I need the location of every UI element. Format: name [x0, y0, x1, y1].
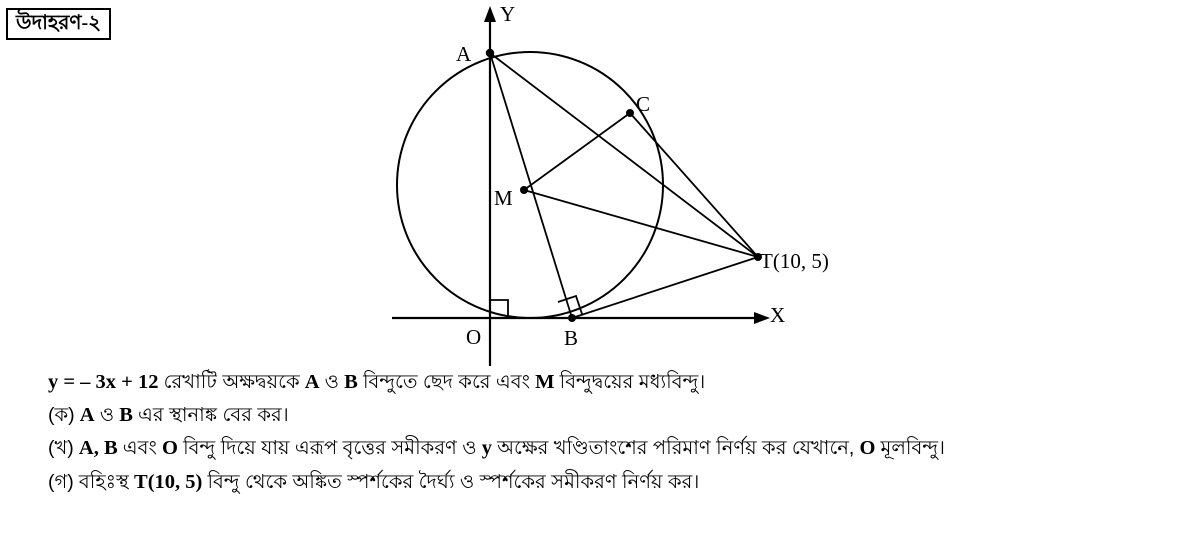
problem-statement	[48, 366, 1168, 399]
point-b-dot	[568, 314, 576, 322]
question-kha-text-3: মূলবিন্দু।	[880, 437, 945, 460]
point-m-dot	[520, 186, 528, 194]
point-c-dot	[626, 109, 634, 117]
question-kha-math-3: y	[481, 437, 492, 460]
question-kha-text-2: অক্ষের খণ্ডিতাংশের পরিমাণ নির্ণয় কর যেখানে,	[497, 437, 855, 460]
question-ka-math-2: B	[119, 404, 133, 427]
question-ka-mid-1: ও	[99, 404, 115, 427]
question-item-ga	[48, 466, 1168, 499]
segment-m-c	[524, 113, 630, 190]
geometry-figure	[160, 0, 829, 372]
label-point-c: C	[636, 92, 651, 116]
questions-block	[48, 366, 1168, 499]
label-origin: O	[466, 325, 482, 349]
segment-b-t	[572, 257, 758, 318]
statement-conj-1: ও	[324, 371, 340, 393]
example-badge: উদাহরণ-২	[6, 8, 111, 40]
question-kha-text-1: বিন্দু দিয়ে যায় এরূপ বৃত্তের সমীকরণ ও	[183, 437, 477, 460]
label-x-axis: X	[770, 303, 786, 327]
segment-c-t	[630, 113, 758, 257]
question-kha-mid-1: এবং	[122, 437, 157, 460]
statement-equation: y = – 3x + 12	[48, 371, 159, 393]
question-ga-text-2: বিন্দু থেকে অঙ্কিত স্পর্শকের দৈর্ঘ্য ও স্পর্শকের সমীকরণ নির্ণয় কর।	[207, 470, 700, 493]
question-ga-text-1: বহিঃস্থ	[78, 470, 129, 493]
question-kha-math-2: O	[162, 437, 178, 460]
question-label-ka: (ক)	[48, 404, 75, 427]
label-point-m: M	[494, 186, 513, 210]
statement-point-a: A	[304, 371, 320, 393]
question-label-kha: (খ)	[48, 437, 74, 460]
label-y-axis: Y	[500, 2, 516, 26]
statement-text-2: বিন্দুতে ছেদ করে এবং	[362, 371, 531, 393]
label-point-b: B	[564, 326, 579, 350]
question-item-ka	[48, 399, 1168, 432]
label-point-a: A	[456, 42, 472, 66]
statement-text-1: রেখাটি অক্ষদ্বয়কে	[163, 371, 300, 393]
x-axis-arrow	[754, 312, 770, 324]
label-point-t: T(10, 5)	[760, 249, 829, 273]
y-axis-arrow	[484, 6, 496, 22]
point-a-dot	[486, 49, 494, 57]
question-ka-text: এর স্থানাঙ্ক বের কর।	[138, 404, 289, 427]
question-ka-math-1: A	[79, 404, 95, 427]
question-kha-math-4: O	[859, 437, 876, 460]
question-item-kha	[48, 432, 1168, 465]
segment-a-t	[490, 53, 758, 257]
question-kha-math-1: A, B	[78, 437, 118, 460]
question-ga-math-1: T(10, 5)	[134, 470, 203, 493]
statement-point-m: M	[535, 371, 555, 393]
segment-m-t	[524, 190, 758, 257]
question-label-ga: (গ)	[48, 470, 74, 493]
statement-point-b: B	[344, 371, 358, 393]
statement-text-3: বিন্দুদ্বয়ের মধ্যবিন্দু।	[559, 371, 706, 393]
